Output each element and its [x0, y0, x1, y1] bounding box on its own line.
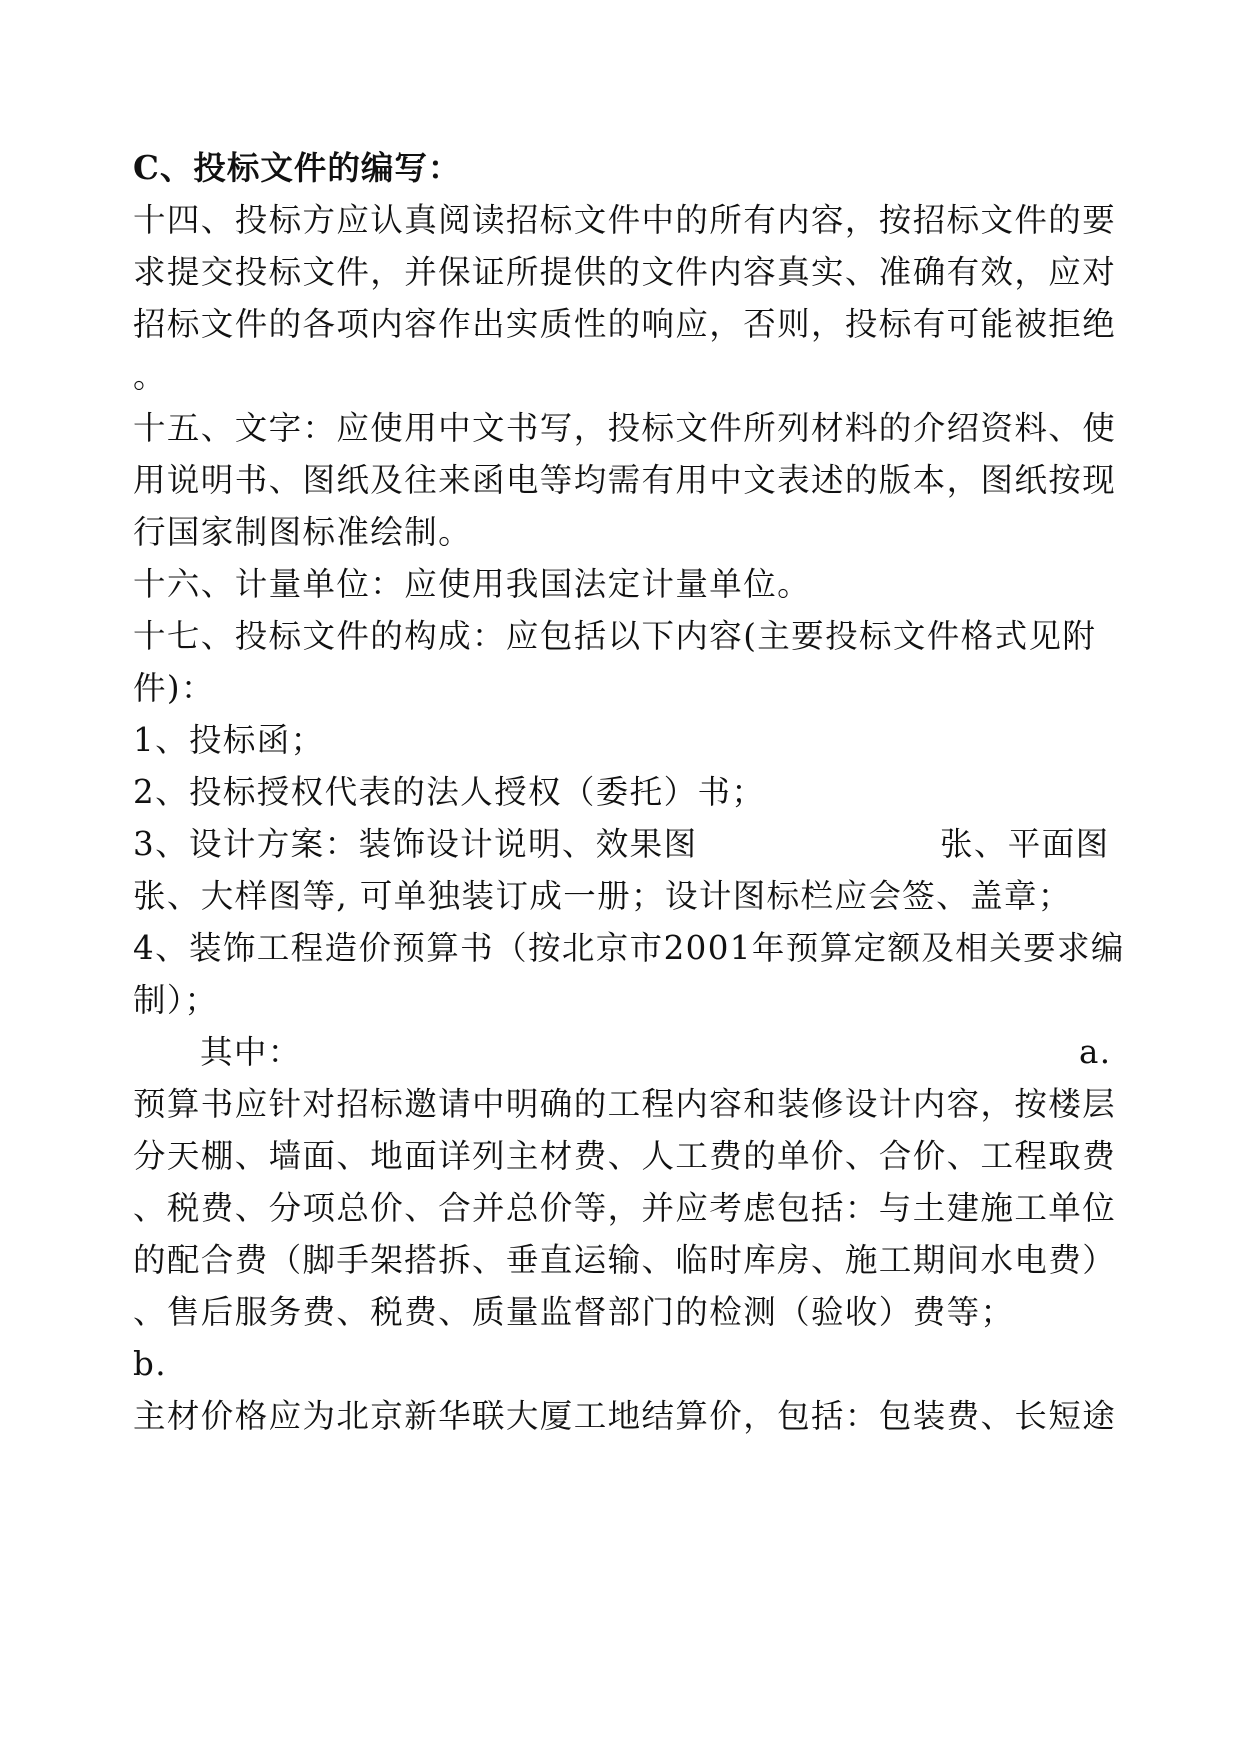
text-line: 、税费、分项总价、合并总价等，并应考虑包括：与土建施工单位: [133, 1189, 1117, 1227]
text-line: 预算书应针对招标邀请中明确的工程内容和装修设计内容，按楼层: [133, 1085, 1117, 1123]
text-line: 十五、文字：应使用中文书写，投标文件所列材料的介绍资料、使: [133, 409, 1117, 447]
item-marker: b.: [133, 1345, 167, 1383]
section-heading: C、投标文件的编写：: [133, 148, 462, 187]
list-item: 3、设计方案：装饰设计说明、效果图: [133, 825, 698, 863]
text-line: 张、大样图等, 可单独装订成一册；设计图标栏应会签、盖章；: [133, 877, 1072, 915]
text-line: 分天棚、墙面、地面详列主材费、人工费的单价、合价、工程取费: [133, 1137, 1117, 1175]
text-line: 制）；: [133, 981, 219, 1019]
text-line: 、售后服务费、税费、质量监督部门的检测（验收）费等；: [133, 1293, 1015, 1331]
list-item: 4、装饰工程造价预算书（按北京市2001年预算定额及相关要求编: [133, 929, 1125, 967]
text-fragment: 其中：: [200, 1033, 302, 1071]
list-item: 1、投标函；: [133, 721, 325, 759]
list-item-row: [133, 1023, 1113, 1081]
text-line: 十七、投标文件的构成：应包括以下内容(主要投标文件格式见附: [133, 617, 1097, 655]
text-line: 用说明书、图纸及往来函电等均需有用中文表述的版本，图纸按现: [133, 461, 1117, 499]
text-line: 十六、计量单位：应使用我国法定计量单位。: [133, 565, 812, 603]
text-line: 招标文件的各项内容作出实质性的响应，否则，投标有可能被拒绝: [133, 305, 1117, 343]
text-line: 主材价格应为北京新华联大厦工地结算价，包括：包装费、长短途: [133, 1397, 1117, 1435]
text-fragment: 张、平面图: [940, 825, 1110, 863]
list-item: 2、投标授权代表的法人授权（委托）书；: [133, 773, 766, 811]
item-marker: a.: [1079, 1033, 1112, 1071]
text-line: 十四、投标方应认真阅读招标文件中的所有内容，按招标文件的要: [133, 201, 1117, 239]
text-line: 求提交投标文件，并保证所提供的文件内容真实、准确有效，应对: [133, 253, 1117, 291]
text-line: 。: [133, 357, 167, 395]
list-item-row: [133, 815, 1113, 873]
text-line: 的配合费（脚手架搭拆、垂直运输、临时库房、施工期间水电费）: [133, 1241, 1117, 1279]
text-line: 件)：: [133, 669, 215, 707]
text-line: 行国家制图标准绘制。: [133, 513, 473, 551]
